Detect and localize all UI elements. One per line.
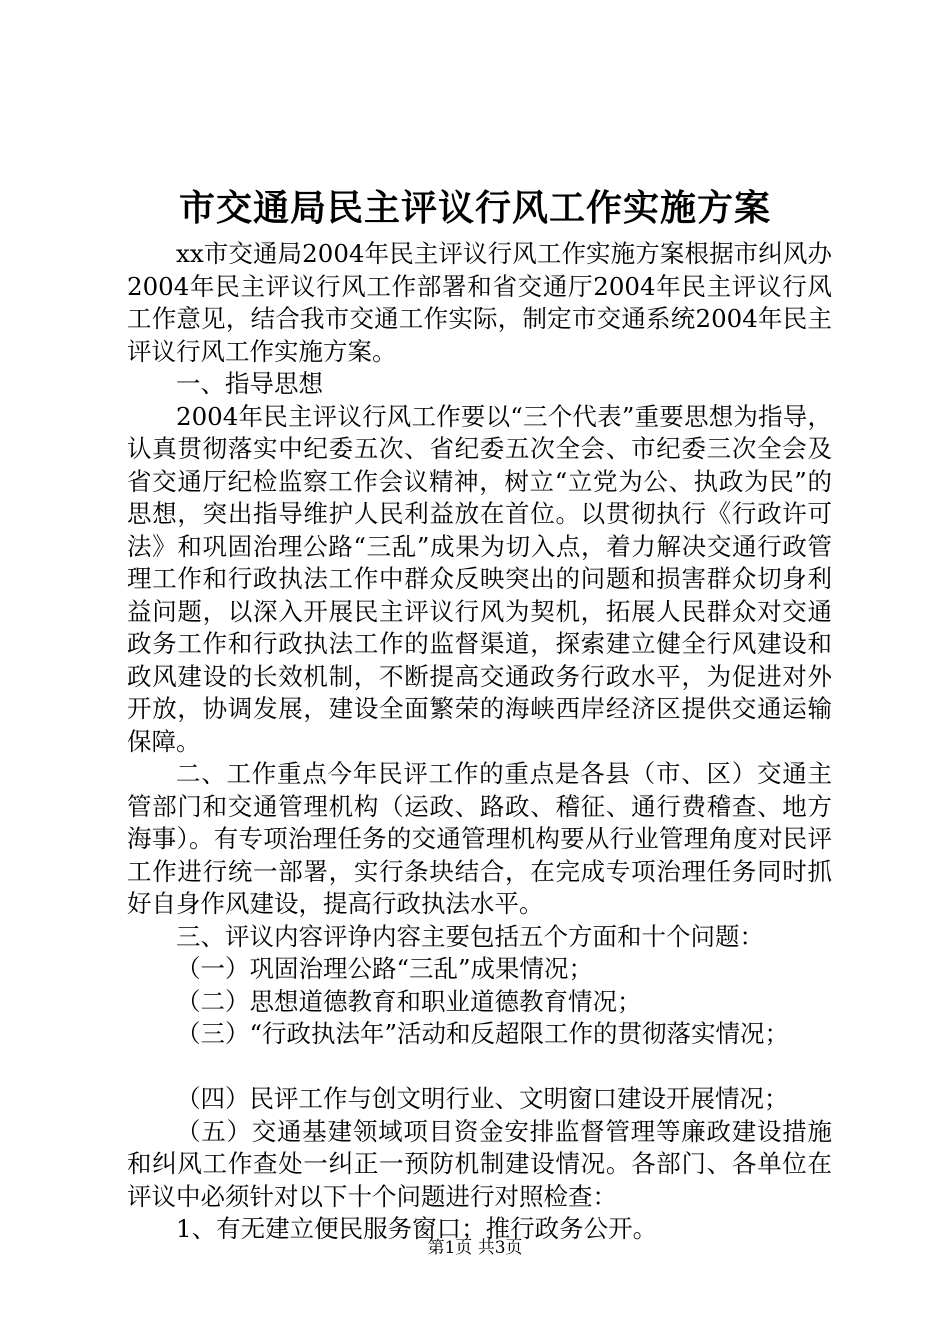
document-body bbox=[127, 238, 832, 1246]
list-item-1: （一）巩固治理公路“三乱”成果情况； bbox=[176, 954, 594, 983]
paragraph-guiding-thought: 2004年民主评议行风工作要以“三个代表”重要思想为指导，认真贯彻落实中纪委五次、省纪委五次全会、市纪委三次全会及省交通厅纪检监察工作会议精神，树立“立党为公、执政为民”的思想，突出指导维护人民利益放在首位。以贯彻执行《行政许可法》和巩固治理公路“三乱”成果为切入点，着力解决交通行政管理工作和行政执法工作中群众反映突出的问题和损害群众切身利益问题，以深入开展民主评议行风为契机，拓展人民群众对交通政务工作和行政执法工作的监督渠道，探索建立健全行风建设和政风建设的长效机制，不断提高交通政务行政水平，为促进对外开放，协调发展，建设全面繁荣的海峡西岸经济区提供交通运输保障。 bbox=[127, 401, 832, 756]
document-title: 市交通局民主评议行风工作实施方案 bbox=[178, 187, 771, 229]
list-item-5: （五）交通基建领域项目资金安排监督管理等廉政建设措施和纠风工作查处一纠正一预防机制建设情况。各部门、各单位在评议中必须针对以下十个问题进行对照检查： bbox=[127, 1116, 832, 1211]
heading-guiding-thought: 一、指导思想 bbox=[176, 369, 323, 398]
list-item-3: （三）“行政执法年”活动和反超限工作的贯彻落实情况； bbox=[176, 1019, 790, 1048]
page-footer: 第1页 共3页 bbox=[427, 1238, 523, 1258]
paragraph-work-focus: 二、工作重点今年民评工作的重点是各县（市、区）交通主管部门和交通管理机构（运政、路政、稽征、通行费稽查、地方海事）。有专项治理任务的交通管理机构要从行业管理角度对民评工作进行统一部署，实行条块结合，在完成专项治理任务同时抓好自身作风建设，提高行政执法水平。 bbox=[127, 759, 832, 918]
heading-review-content: 三、评议内容评诤内容主要包括五个方面和十个问题： bbox=[176, 921, 764, 951]
check-item-1: 1、有无建立便民服务窗口；推行政务公开。 bbox=[176, 1214, 658, 1243]
list-item-2: （二）思想道德教育和职业道德教育情况； bbox=[176, 986, 642, 1016]
list-item-4: （四）民评工作与创文明行业、文明窗口建设开展情况； bbox=[176, 1084, 789, 1113]
paragraph-intro: xx市交通局2004年民主评议行风工作实施方案根据市纠风办2004年民主评议行风工作部署和省交通厅2004年民主评议行风工作意见，结合我市交通工作实际，制定市交通系统2004年民主评议行风工作实施方案。 bbox=[127, 239, 832, 366]
